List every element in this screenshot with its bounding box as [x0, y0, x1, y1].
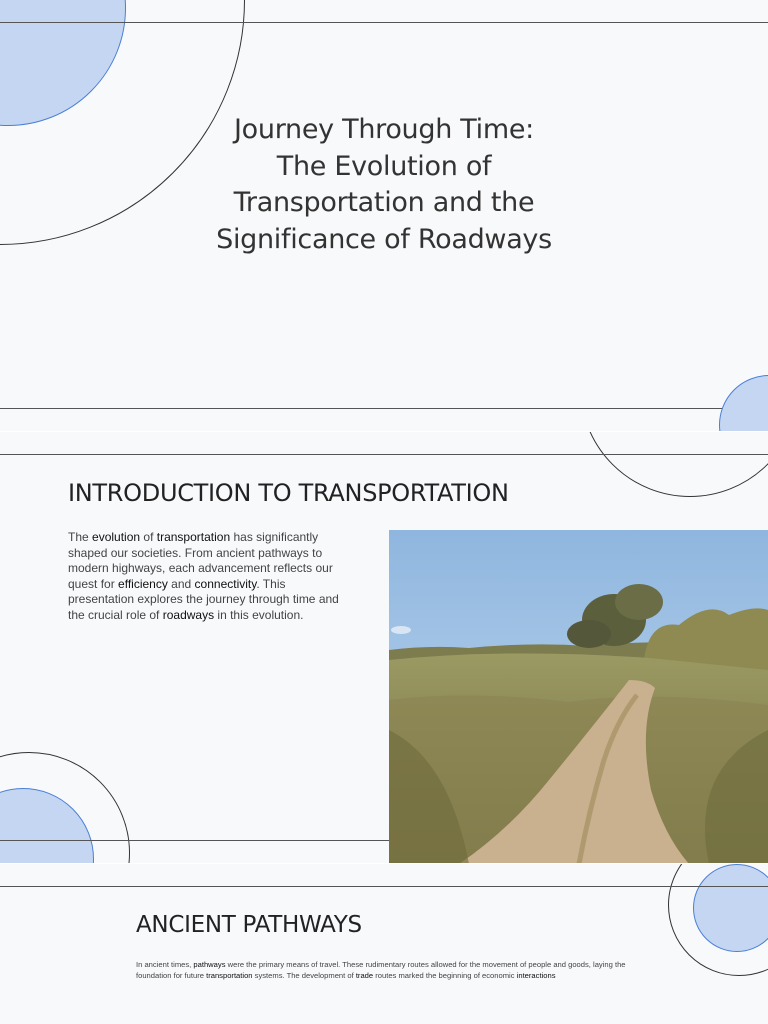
keyword-text: evolution	[92, 530, 141, 544]
decorative-ring	[580, 432, 768, 497]
paragraph-text: The	[68, 530, 93, 544]
dirt-path-landscape-photo	[389, 530, 768, 863]
slide-heading: ANCIENT PATHWAYS	[136, 912, 362, 938]
keyword-text: connectivity	[194, 576, 257, 591]
paragraph-text: . This presentation explores the journey through time and the crucial role of	[68, 576, 339, 622]
title-line: Transportation and the	[233, 187, 535, 218]
keyword-text: transportation	[156, 530, 231, 544]
decorative-filled-circle	[719, 375, 768, 431]
title-line: The Evolution of	[276, 150, 492, 182]
paragraph-text: has significantly shaped our societies. From ancient pathways to modern highways, each advancement reflects our quest for	[68, 530, 333, 591]
introduction-slide	[0, 432, 768, 863]
intro-paragraph	[68, 530, 340, 623]
keyword-text: trade	[355, 970, 374, 980]
paragraph-text: in this evolution.	[214, 607, 304, 622]
divider-line	[0, 886, 768, 887]
divider-line	[0, 408, 768, 409]
divider-line	[0, 840, 389, 841]
title-line: Journey Through Time:	[234, 114, 534, 145]
keyword-text: roadways	[162, 607, 215, 622]
paragraph-text: of	[140, 530, 157, 544]
paragraph-text: In ancient times,	[136, 960, 194, 969]
paragraph-text: routes marked the beginning of economic	[373, 970, 517, 980]
divider-line	[0, 454, 768, 455]
presentation-title	[184, 112, 584, 258]
ancient-pathways-slide	[0, 864, 768, 1024]
keyword-text: interactions	[516, 970, 556, 980]
title-line: Significance of Roadways	[216, 223, 552, 255]
keyword-text: pathways	[193, 960, 226, 969]
keyword-text: efficiency	[118, 576, 168, 591]
paragraph-text: systems. The development of	[252, 970, 356, 980]
divider-line	[0, 22, 768, 23]
keyword-text: transportation	[206, 970, 253, 980]
paragraph-text: were the primary means of travel. These rudimentary routes allowed for the movement of people and goods, laying the foundation for future	[136, 960, 626, 980]
title-slide	[0, 0, 768, 431]
paragraph-text: and	[167, 576, 195, 591]
slide-heading: INTRODUCTION TO TRANSPORTATION	[68, 479, 509, 507]
pathways-paragraph	[136, 960, 636, 981]
